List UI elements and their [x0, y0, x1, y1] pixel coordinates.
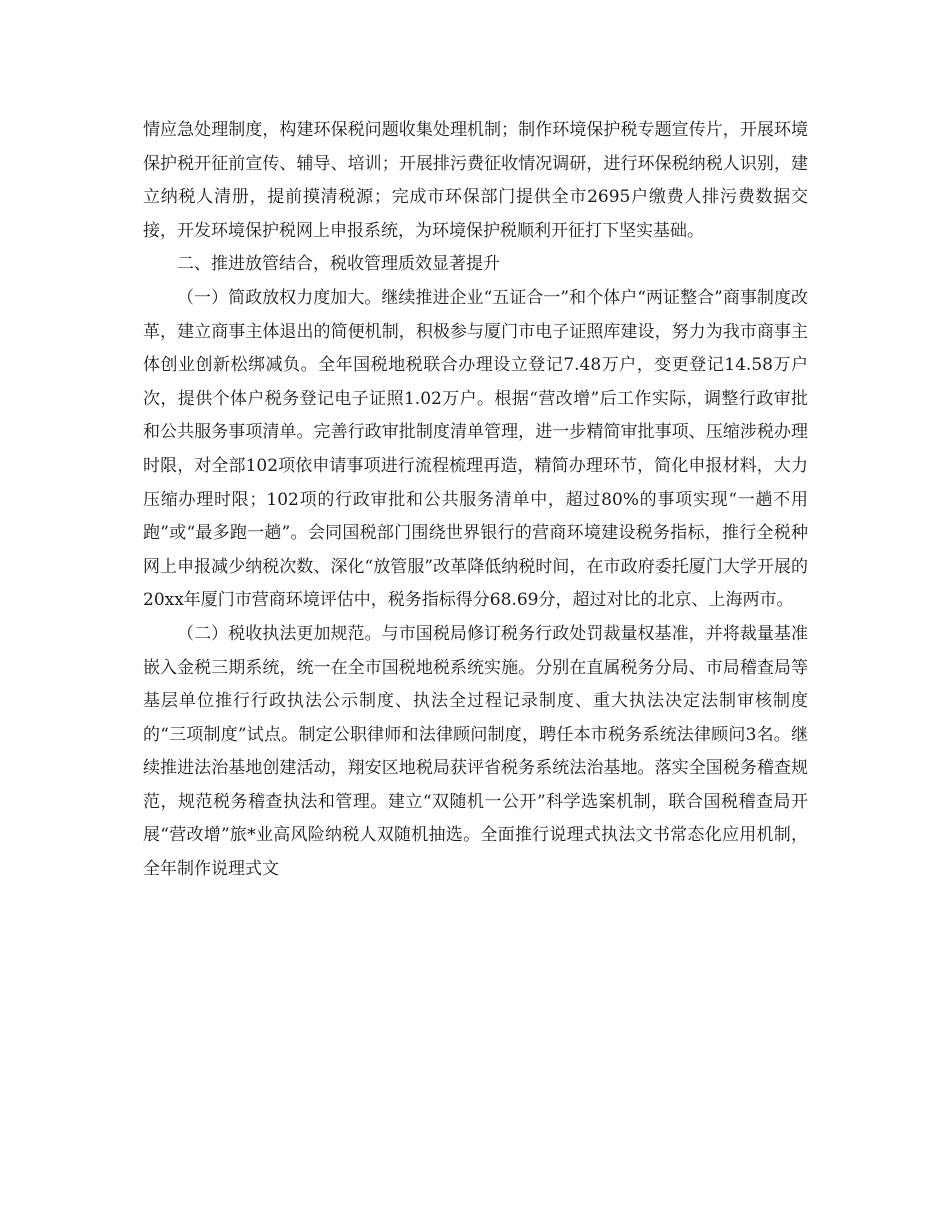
paragraph-continuation: 情应急处理制度，构建环保税问题收集处理机制；制作环境保护税专题宣传片，开展环境保护税开征前宣传、辅导、培训；开展排污费征收情况调研，进行环保税纳税人识别，建立纳税人清册，提前摸清税源；完成市环保部门提供全市2695户缴费人排污费数据交接，开发环境保护税网上申报系统，为环境保护税顺利开征打下坚实基础。: [143, 120, 808, 241]
paragraph-tax-enforcement: （二）税收执法更加规范。与市国税局修订税务行政处罚裁量权基准，并将裁量基准嵌入金税三期系统，统一在全市国税地税系统实施。分别在直属税务分局、市局稽查局等基层单位推行行政执法公示制度、执法全过程记录制度、重大执法决定法制审核制度的“三项制度”试点。制定公职律师和法律顾问制度，聘任本市税务系统法律顾问3名。继续推进法治基地创建活动，翔安区地税局获评省税务系统法治基地。落实全国税务稽查规范，规范税务稽查执法和管理。建立“双随机一公开”科学选案机制，联合国税稽查局开展“营改增”旅*业高风险纳税人双随机抽选。全面推行说理式执法文书常态化应用机制，全年制作说理式文: [143, 623, 808, 880]
section-heading: 二、推进放管结合，税收管理质效显著提升: [177, 254, 500, 275]
paragraph-administrative-reform: （一）简政放权力度加大。继续推进企业“五证合一”和个体户“两证整合”商事制度改革，建立商事主体退出的简便机制，积极参与厦门市电子证照库建设，努力为我市商事主体创业创新松绑减负。全年国税地税联合办理设立登记7.48万户，变更登记14.58万户次，提供个体户税务登记电子证照1.02万户。根据“营改增”后工作实际，调整行政审批和公共服务事项清单。完善行政审批制度清单管理，进一步精简审批事项、压缩涉税办理时限，对全部102项依申请事项进行流程梳理再造，精简办理环节，简化申报材料，大力压缩办理时限；102项的行政审批和公共服务清单中，超过80%的事项实现“一趟不用跑”或“最多跑一趟”。会同国税部门围绕世界银行的营商环境建设税务指标，推行全税种网上申报减少纳税次数、深化“放管服”改革降低纳税时间，在市政府委托厦门大学开展的20xx年厦门市营商环境评估中，税务指标得分68.69分，超过对比的北京、上海两市。: [143, 287, 808, 611]
document-body: [143, 114, 808, 887]
